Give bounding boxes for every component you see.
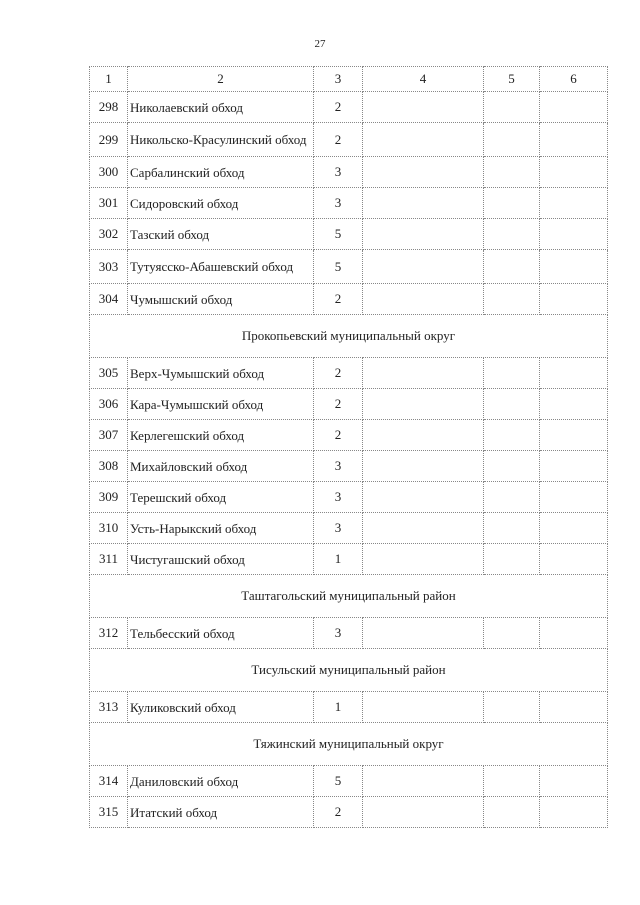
- empty-cell: [540, 219, 608, 250]
- empty-cell: [540, 482, 608, 513]
- table-row: [90, 92, 608, 123]
- empty-cell: [484, 219, 540, 250]
- header-cell: 6: [540, 67, 608, 92]
- road-name-cell: Тазский обход: [128, 219, 314, 250]
- empty-cell: [484, 389, 540, 420]
- section-title: Прокопьевский муниципальный округ: [90, 315, 608, 358]
- section-row: [90, 575, 608, 618]
- category-cell: 3: [314, 451, 363, 482]
- row-number-cell: 312: [90, 618, 128, 649]
- section-title: Тисульский муниципальный район: [90, 649, 608, 692]
- category-cell: 2: [314, 358, 363, 389]
- road-name-cell: Даниловский обход: [128, 766, 314, 797]
- category-cell: 2: [314, 92, 363, 123]
- empty-cell: [363, 92, 484, 123]
- empty-cell: [540, 420, 608, 451]
- empty-cell: [363, 420, 484, 451]
- header-cell: 3: [314, 67, 363, 92]
- row-number-cell: 299: [90, 123, 128, 157]
- category-cell: 2: [314, 797, 363, 828]
- empty-cell: [540, 544, 608, 575]
- header-cell: 1: [90, 67, 128, 92]
- empty-cell: [363, 157, 484, 188]
- table-row: [90, 123, 608, 157]
- row-number-cell: 314: [90, 766, 128, 797]
- category-cell: 5: [314, 250, 363, 284]
- category-cell: 3: [314, 188, 363, 219]
- header-cell: 2: [128, 67, 314, 92]
- header-cell: 4: [363, 67, 484, 92]
- category-cell: 3: [314, 157, 363, 188]
- row-number-cell: 309: [90, 482, 128, 513]
- empty-cell: [540, 284, 608, 315]
- category-cell: 1: [314, 692, 363, 723]
- empty-cell: [484, 451, 540, 482]
- empty-cell: [363, 513, 484, 544]
- category-cell: 2: [314, 389, 363, 420]
- empty-cell: [540, 797, 608, 828]
- empty-cell: [540, 389, 608, 420]
- road-name-cell: Николаевский обход: [128, 92, 314, 123]
- road-name-cell: Керлегешский обход: [128, 420, 314, 451]
- section-row: [90, 723, 608, 766]
- row-number-cell: 310: [90, 513, 128, 544]
- empty-cell: [484, 123, 540, 157]
- table-row: [90, 544, 608, 575]
- empty-cell: [540, 92, 608, 123]
- empty-cell: [484, 618, 540, 649]
- category-cell: 3: [314, 513, 363, 544]
- empty-cell: [484, 92, 540, 123]
- row-number-cell: 306: [90, 389, 128, 420]
- header-row: [90, 67, 608, 92]
- empty-cell: [363, 544, 484, 575]
- road-name-cell: Михайловский обход: [128, 451, 314, 482]
- road-name-cell: Сарбалинский обход: [128, 157, 314, 188]
- empty-cell: [363, 766, 484, 797]
- empty-cell: [363, 188, 484, 219]
- header-cell: 5: [484, 67, 540, 92]
- category-cell: 3: [314, 618, 363, 649]
- empty-cell: [540, 188, 608, 219]
- road-name-cell: Чистугашский обход: [128, 544, 314, 575]
- empty-cell: [540, 123, 608, 157]
- category-cell: 2: [314, 123, 363, 157]
- table-row: [90, 188, 608, 219]
- road-name-cell: Тельбесский обход: [128, 618, 314, 649]
- road-name-cell: Сидоровский обход: [128, 188, 314, 219]
- empty-cell: [540, 618, 608, 649]
- page-number: 27: [314, 38, 326, 50]
- empty-cell: [484, 766, 540, 797]
- empty-cell: [363, 123, 484, 157]
- empty-cell: [363, 451, 484, 482]
- empty-cell: [540, 451, 608, 482]
- category-cell: 2: [314, 284, 363, 315]
- category-cell: 1: [314, 544, 363, 575]
- table-row: [90, 284, 608, 315]
- table-row: [90, 420, 608, 451]
- empty-cell: [540, 766, 608, 797]
- table-row: [90, 451, 608, 482]
- empty-cell: [484, 157, 540, 188]
- data-table: [89, 66, 608, 828]
- row-number-cell: 307: [90, 420, 128, 451]
- empty-cell: [484, 420, 540, 451]
- category-cell: 3: [314, 482, 363, 513]
- category-cell: 5: [314, 219, 363, 250]
- empty-cell: [363, 797, 484, 828]
- row-number-cell: 313: [90, 692, 128, 723]
- row-number-cell: 304: [90, 284, 128, 315]
- table-row: [90, 358, 608, 389]
- section-title: Тяжинский муниципальный округ: [90, 723, 608, 766]
- table-row: [90, 389, 608, 420]
- empty-cell: [484, 188, 540, 219]
- row-number-cell: 301: [90, 188, 128, 219]
- table-row: [90, 157, 608, 188]
- empty-cell: [363, 692, 484, 723]
- row-number-cell: 315: [90, 797, 128, 828]
- road-name-cell: Чумышский обход: [128, 284, 314, 315]
- empty-cell: [363, 250, 484, 284]
- row-number-cell: 308: [90, 451, 128, 482]
- section-title: Таштагольский муниципальный район: [90, 575, 608, 618]
- empty-cell: [363, 219, 484, 250]
- road-name-cell: Терешский обход: [128, 482, 314, 513]
- road-name-cell: Верх-Чумышский обход: [128, 358, 314, 389]
- category-cell: 5: [314, 766, 363, 797]
- empty-cell: [363, 482, 484, 513]
- empty-cell: [540, 250, 608, 284]
- empty-cell: [484, 284, 540, 315]
- empty-cell: [484, 544, 540, 575]
- road-name-cell: Итатский обход: [128, 797, 314, 828]
- section-row: [90, 315, 608, 358]
- table-row: [90, 618, 608, 649]
- empty-cell: [484, 358, 540, 389]
- table-row: [90, 692, 608, 723]
- category-cell: 2: [314, 420, 363, 451]
- row-number-cell: 300: [90, 157, 128, 188]
- empty-cell: [540, 692, 608, 723]
- road-name-cell: Никольско-Красулинский обход: [128, 123, 314, 157]
- empty-cell: [484, 482, 540, 513]
- empty-cell: [540, 157, 608, 188]
- road-name-cell: Куликовский обход: [128, 692, 314, 723]
- empty-cell: [484, 250, 540, 284]
- empty-cell: [363, 389, 484, 420]
- empty-cell: [363, 618, 484, 649]
- row-number-cell: 302: [90, 219, 128, 250]
- empty-cell: [363, 358, 484, 389]
- row-number-cell: 303: [90, 250, 128, 284]
- table-row: [90, 513, 608, 544]
- road-name-cell: Кара-Чумышский обход: [128, 389, 314, 420]
- section-row: [90, 649, 608, 692]
- row-number-cell: 298: [90, 92, 128, 123]
- empty-cell: [363, 284, 484, 315]
- road-name-cell: Тутуясско-Абашевский обход: [128, 250, 314, 284]
- empty-cell: [484, 797, 540, 828]
- empty-cell: [484, 513, 540, 544]
- table-row: [90, 250, 608, 284]
- empty-cell: [540, 358, 608, 389]
- table-row: [90, 766, 608, 797]
- row-number-cell: 305: [90, 358, 128, 389]
- table-row: [90, 797, 608, 828]
- table-body: [90, 92, 608, 828]
- empty-cell: [540, 513, 608, 544]
- empty-cell: [484, 692, 540, 723]
- table-row: [90, 482, 608, 513]
- table-row: [90, 219, 608, 250]
- road-name-cell: Усть-Нарыкский обход: [128, 513, 314, 544]
- row-number-cell: 311: [90, 544, 128, 575]
